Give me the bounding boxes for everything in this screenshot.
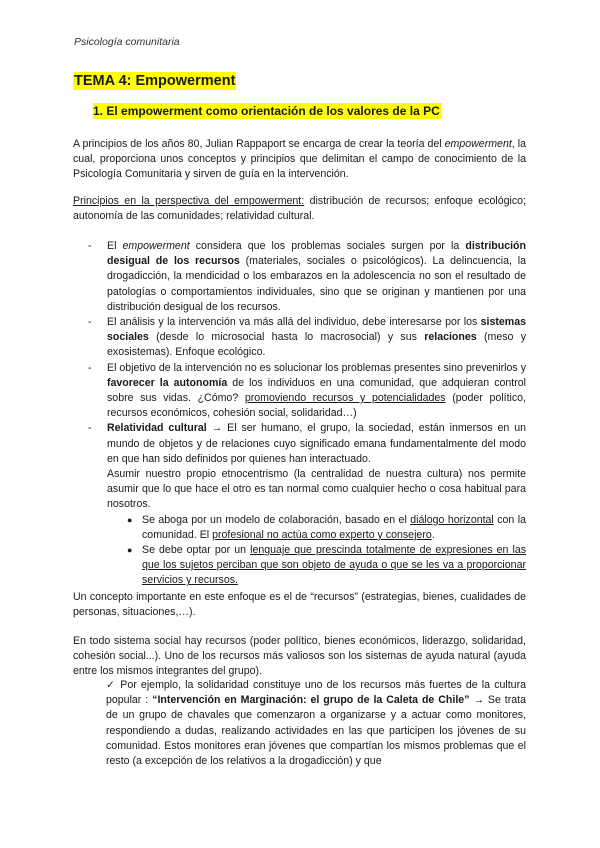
sub-list-item xyxy=(107,543,526,589)
text-run: (meso y exosistemas). Enfoque ecológico. xyxy=(107,331,527,359)
principles-label: Principios en la perspectiva del empowerment: xyxy=(73,195,305,207)
bold-text: favorecer la autonomía xyxy=(107,376,228,389)
text-run: (materiales, sociales o psicológicos). La delincuencia, la drogadicción, la mendicidad o los embarazos en la adolescencia no son el resultado de patologías o comportamientos individuales, sino que se originan y mantienen por una distribución desigual de los recursos. xyxy=(107,255,526,313)
bullet-dot: ● xyxy=(127,514,133,525)
system-paragraph: En todo sistema social hay recursos (poder político, bienes económicos, liderazgo, solidaridad, cohesión social...). Uno de los recursos más valiosos son los sistemas de ayuda natural (ayuda entre los mismos integrantes del grupo). xyxy=(73,635,526,678)
bold-text: Relatividad cultural xyxy=(107,422,207,435)
list-item xyxy=(88,239,526,315)
underlined-text: diálogo horizontal xyxy=(410,513,494,526)
text-run: considera que los problemas sociales surgen por la xyxy=(189,240,466,252)
text-run: El análisis y la intervención va más allá del individuo, debe interesarse por los xyxy=(107,316,481,329)
section-heading: 1. El empowerment como orientación de los valores de la PC xyxy=(93,104,440,118)
chapter-title: TEMA 4: Empowerment xyxy=(74,73,236,89)
list-item xyxy=(88,421,526,588)
bold-text: distribución desigual de los recursos xyxy=(107,240,526,268)
text-run: Por ejemplo, la solidaridad constituye uno de los recursos más fuertes de la cultura popular : xyxy=(106,679,526,707)
dash-marker: - xyxy=(88,240,92,252)
text-run: de los individuos en una comunidad, que adquieran control sobre sus vidas. ¿Cómo? xyxy=(107,376,526,405)
dash-marker: - xyxy=(88,361,92,374)
text-run: → El ser humano, el grupo, la sociedad, están inmersos en un mundo de objetos y de relaciones cuyo significado emana fundamentalmente del modo en que han sido definidos por quienes han interactuado. xyxy=(107,422,526,465)
emphasis: empowerment xyxy=(444,138,512,150)
checkmark-icon: ✓ xyxy=(106,679,117,691)
text-run: El xyxy=(107,240,123,252)
bold-text: relaciones xyxy=(424,331,477,344)
text-run: Se debe optar por un xyxy=(142,544,251,557)
principles-list xyxy=(88,239,526,589)
dash-marker: - xyxy=(88,422,92,435)
bullet-dot: ● xyxy=(127,545,133,556)
text-run: El objetivo de la intervención no es solucionar los problemas presentes sino prevenirlos y xyxy=(107,361,526,374)
underlined-text: promoviendo recursos y potencialidades xyxy=(244,392,446,405)
text-run: A principios de los años 80, Julian Rappaport se encarga de crear la teoría del xyxy=(73,138,445,150)
text-run: Asumir nuestro propio etnocentrismo (la centralidad de nuestra cultura) nos permite asumir que lo que hace el otro es tan normal como cualquier hecho o cosa habitual para nosotros. xyxy=(107,468,526,511)
text-run: Se aboga por un modelo de colaboración, basado en el xyxy=(142,513,411,526)
text-run: . xyxy=(431,528,435,541)
principles-paragraph xyxy=(73,194,526,224)
sub-list-item xyxy=(107,513,526,543)
concept-paragraph: Un concepto importante en este enfoque es el de “recursos” (estrategias, bienes, cualidades de personas, situaciones,…). xyxy=(73,591,526,619)
text-run: con la comunidad. El xyxy=(142,513,527,541)
text-run: (desde lo microsocial hasta lo macrosocial) y sus xyxy=(148,331,425,344)
example-paragraph xyxy=(106,678,526,769)
list-item xyxy=(88,361,526,422)
bold-text: sistemas sociales xyxy=(107,316,526,344)
intro-paragraph xyxy=(73,137,526,183)
running-header: Psicología comunitaria xyxy=(74,36,180,48)
text-run: distribución de recursos; enfoque ecológico; autonomía de las comunidades; relatividad cultural. xyxy=(73,195,526,223)
list-item xyxy=(88,315,526,361)
text-run: (poder político, recursos económicos, cohesión social, solidaridad…) xyxy=(107,392,526,420)
text-run: → Se trata de un grupo de chavales que comenzaron a organizarse y a actuar como monitores, respondiendo a dudas, realizando actividades en las que participen los jóvenes de su comunidad. Estos monitores eran jóvenes que compartían los mismos problemas que el resto (a excepción de los relativos a la drogadicción) y que xyxy=(106,694,526,768)
text-run: , la cual, proporciona unos conceptos y principios que delimitan el campo de conocimiento de la Psicología Comunitaria y sirven de guía en la intervención. xyxy=(73,138,526,181)
sub-list xyxy=(107,513,526,589)
dash-marker: - xyxy=(88,316,92,329)
underlined-text: profesional no actúa como experto y consejero xyxy=(212,528,432,541)
underlined-text: lenguaje que prescinda totalmente de expresiones en las que los sujetos perciban que son objeto de ayuda o que se les va a proporcionar servicios y recursos. xyxy=(142,544,527,587)
emphasis: empowerment xyxy=(122,240,190,252)
bold-text: “Intervención en Marginación: el grupo de la Caleta de Chile” xyxy=(152,694,470,707)
